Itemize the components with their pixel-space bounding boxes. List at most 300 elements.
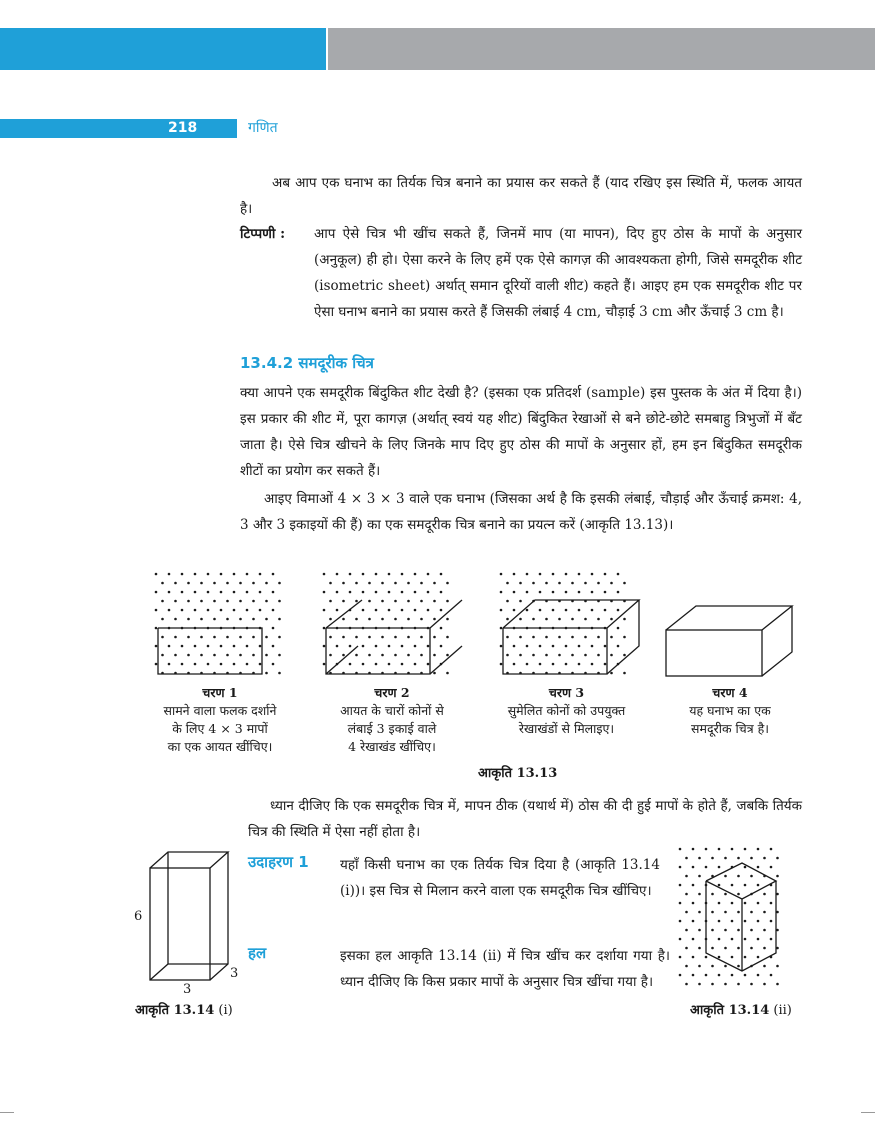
grid-dot: [168, 591, 171, 594]
grid-dot: [388, 645, 391, 648]
grid-dot: [174, 582, 177, 585]
grid-dot: [155, 609, 158, 612]
step-3-top-face: [503, 600, 639, 628]
grid-dot: [265, 636, 268, 639]
grid-dot: [565, 609, 568, 612]
caption-bold: आकृति 13.14: [135, 1003, 215, 1018]
grid-dot: [578, 663, 581, 666]
grid-dot: [698, 983, 701, 986]
grid-dot: [323, 627, 326, 630]
grid-dot: [414, 645, 417, 648]
grid-dot: [711, 983, 714, 986]
grid-dot: [239, 600, 242, 603]
grid-dot: [349, 645, 352, 648]
grid-dot: [604, 609, 607, 612]
grid-dot: [220, 645, 223, 648]
grid-dot: [731, 902, 734, 905]
grid-dot: [750, 947, 753, 950]
grid-dot: [610, 618, 613, 621]
grid-dot: [200, 636, 203, 639]
grid-dot: [329, 582, 332, 585]
grid-dot: [375, 573, 378, 576]
grid-dot: [737, 857, 740, 860]
grid-dot: [584, 582, 587, 585]
grid-dot: [679, 920, 682, 923]
caption-bold: आकृति 13.14: [690, 1003, 770, 1018]
grid-dot: [539, 609, 542, 612]
grid-dot: [362, 609, 365, 612]
grid-dot: [532, 618, 535, 621]
grid-dot: [174, 654, 177, 657]
grid-dot: [433, 618, 436, 621]
grid-dot: [679, 866, 682, 869]
grid-dot: [362, 591, 365, 594]
grid-dot: [252, 582, 255, 585]
grid-dot: [692, 902, 695, 905]
grid-dot: [362, 663, 365, 666]
grid-dot: [597, 618, 600, 621]
grid-dot: [679, 956, 682, 959]
grid-dot: [698, 911, 701, 914]
grid-dot: [698, 893, 701, 896]
grid-dot: [744, 974, 747, 977]
grid-dot: [420, 654, 423, 657]
grid-dot: [368, 636, 371, 639]
grid-dot: [407, 636, 410, 639]
grid-dot: [213, 600, 216, 603]
grid-dot: [692, 938, 695, 941]
grid-dot: [161, 600, 164, 603]
grid-dot: [407, 618, 410, 621]
grid-dot: [685, 965, 688, 968]
grid-dot: [539, 663, 542, 666]
step-1-title: चरण 1: [202, 685, 238, 700]
grid-dot: [427, 609, 430, 612]
grid-dot: [239, 582, 242, 585]
grid-dot: [737, 875, 740, 878]
grid-dot: [181, 663, 184, 666]
grid-dot: [604, 591, 607, 594]
grid-dot: [401, 663, 404, 666]
grid-dot: [705, 866, 708, 869]
step-2-figure: [318, 570, 466, 680]
grid-dot: [446, 636, 449, 639]
grid-dot: [433, 654, 436, 657]
grid-dot: [763, 857, 766, 860]
grid-dot: [200, 654, 203, 657]
grid-dot: [698, 965, 701, 968]
grid-dot: [532, 582, 535, 585]
step-1-figure: [150, 570, 290, 680]
grid-dot: [388, 663, 391, 666]
grid-dot: [506, 636, 509, 639]
grid-dot: [213, 654, 216, 657]
grid-dot: [187, 582, 190, 585]
grid-dot: [737, 965, 740, 968]
grid-dot: [757, 956, 760, 959]
grid-dot: [265, 582, 268, 585]
grid-dot: [181, 591, 184, 594]
grid-dot: [578, 645, 581, 648]
grid-dot: [500, 609, 503, 612]
grid-dot: [731, 974, 734, 977]
grid-dot: [623, 672, 626, 675]
grid-dot: [259, 609, 262, 612]
grid-dot: [272, 663, 275, 666]
grid-dot: [168, 573, 171, 576]
step-4-line: यह घनाभ का एक: [689, 703, 771, 718]
caption-rest: (ii): [769, 1003, 792, 1018]
grid-dot: [446, 672, 449, 675]
step-1-line: के लिए 4 × 3 मापों: [172, 721, 268, 736]
grid-dot: [757, 902, 760, 905]
grid-dot: [685, 947, 688, 950]
step-2-caption: [312, 684, 472, 756]
grid-dot: [368, 654, 371, 657]
grid-dot: [329, 618, 332, 621]
grid-dot: [446, 618, 449, 621]
grid-dot: [506, 582, 509, 585]
grid-dot: [763, 947, 766, 950]
grid-dot: [355, 582, 358, 585]
grid-dot: [187, 636, 190, 639]
grid-dot: [617, 591, 620, 594]
grid-dot: [552, 663, 555, 666]
grid-dot: [744, 956, 747, 959]
intro-paragraph: अब आप एक घनाभ का तिर्यक चित्र बनाने का प्रयास कर सकते हैं (याद रखिए इस स्थिति में, फलक आयत है।: [240, 175, 802, 217]
grid-dot: [737, 911, 740, 914]
grid-dot: [744, 866, 747, 869]
step-2-segment: [326, 600, 362, 628]
grid-dot: [565, 573, 568, 576]
grid-dot: [513, 573, 516, 576]
grid-dot: [259, 645, 262, 648]
grid-dot: [246, 573, 249, 576]
note-text: आप ऐसे चित्र भी खींच सकते हैं, जिनमें माप (या मापन), दिए हुए ठोस के मापों के अनुसार (अनुकूल) ही हो। ऐसा करने के लिए हमें एक ऐसे कागज़ की आवश्यकता होगी, जिसे समदूरीक शीट (isometric sheet) अर्थात् समान दूरियों वाली शीट) कहते हैं। आइए हम एक समदूरीक शीट पर ऐसा घनाभ बनाने का प्रयास करते हैं जिसकी लंबाई 4 cm, चौड़ाई 3 cm और ऊँचाई 3 cm है।: [314, 226, 802, 320]
grid-dot: [744, 938, 747, 941]
grid-dot: [394, 600, 397, 603]
grid-dot: [519, 618, 522, 621]
grid-dot: [571, 654, 574, 657]
grid-dot: [161, 636, 164, 639]
grid-dot: [744, 848, 747, 851]
grid-dot: [401, 573, 404, 576]
observe-paragraph: ध्यान दीजिए कि एक समदूरीक चित्र में, मापन ठीक (यथार्थ में) ठोस की दी हुई मापों के होते हैं, जबकि तिर्यक चित्र की स्थिति में ऐसा नहीं होता है।: [248, 798, 802, 840]
right-edges: [210, 852, 228, 980]
grid-dot: [519, 582, 522, 585]
grid-dot: [513, 663, 516, 666]
grid-dot: [679, 884, 682, 887]
grid-dot: [545, 582, 548, 585]
note-label: टिप्पणी :: [240, 226, 286, 242]
grid-dot: [155, 627, 158, 630]
grid-dot: [617, 609, 620, 612]
dimension-3-bottom: 3: [183, 982, 192, 997]
grid-dot: [526, 663, 529, 666]
grid-dot: [770, 920, 773, 923]
grid-dot: [420, 636, 423, 639]
grid-dot: [272, 627, 275, 630]
step-4-line: समदूरीक चित्र है।: [691, 721, 769, 736]
grid-dot: [698, 947, 701, 950]
dimension-6: 6: [134, 909, 143, 924]
grid-dot: [427, 573, 430, 576]
grid-dot: [692, 848, 695, 851]
step-2-line: 4 रेखाखंड खींचिए।: [348, 739, 436, 754]
grid-dot: [711, 857, 714, 860]
grid-dot: [226, 636, 229, 639]
grid-dot: [226, 654, 229, 657]
grid-dot: [718, 956, 721, 959]
grid-dot: [375, 645, 378, 648]
grid-dot: [610, 672, 613, 675]
grid-dot: [329, 600, 332, 603]
grid-dot: [597, 582, 600, 585]
grid-dot: [506, 600, 509, 603]
grid-dot: [539, 591, 542, 594]
grid-dot: [545, 618, 548, 621]
grid-dot: [623, 654, 626, 657]
grid-dot: [597, 654, 600, 657]
grid-dot: [718, 884, 721, 887]
grid-dot: [744, 920, 747, 923]
grid-dot: [207, 573, 210, 576]
grid-dot: [565, 645, 568, 648]
grid-dot: [349, 573, 352, 576]
caption-rest: (i): [214, 1003, 233, 1018]
grid-dot: [226, 600, 229, 603]
grid-dot: [718, 848, 721, 851]
grid-dot: [744, 902, 747, 905]
grid-dot: [323, 609, 326, 612]
grid-dot: [381, 600, 384, 603]
grid-dot: [375, 609, 378, 612]
grid-dot: [685, 911, 688, 914]
grid-dot: [246, 591, 249, 594]
grid-dot: [155, 573, 158, 576]
grid-dot: [685, 893, 688, 896]
grid-dot: [731, 938, 734, 941]
grid-dot: [506, 618, 509, 621]
grid-dot: [757, 974, 760, 977]
grid-dot: [685, 875, 688, 878]
grid-dot: [414, 663, 417, 666]
grid-dot: [558, 636, 561, 639]
grid-dot: [200, 600, 203, 603]
grid-dot: [500, 627, 503, 630]
grid-dot: [388, 591, 391, 594]
grid-dot: [584, 654, 587, 657]
step-4-title: चरण 4: [712, 685, 748, 700]
grid-dot: [591, 663, 594, 666]
grid-dot: [220, 591, 223, 594]
grid-dot: [155, 645, 158, 648]
grid-dot: [272, 645, 275, 648]
step-2-line: आयत के चारों कोनों से: [340, 703, 444, 718]
solution-text: इसका हल आकृति 13.14 (ii) में चित्र खींच कर दर्शाया गया है। ध्यान दीजिए कि किस प्रकार मापों के अनुसार चित्र खींचा गया है।: [340, 948, 670, 990]
figure-13-13-caption: आकृति 13.13: [478, 766, 558, 781]
grid-dot: [757, 866, 760, 869]
grid-dot: [349, 591, 352, 594]
example-label: उदाहरण 1: [248, 853, 309, 871]
grid-dot: [750, 929, 753, 932]
grid-dot: [604, 645, 607, 648]
grid-dot: [584, 618, 587, 621]
grid-dot: [750, 875, 753, 878]
grid-dot: [368, 600, 371, 603]
grid-dot: [763, 965, 766, 968]
grid-dot: [213, 618, 216, 621]
grid-dot: [401, 645, 404, 648]
grid-dot: [433, 636, 436, 639]
grid-dot: [718, 902, 721, 905]
step-2-segment: [326, 646, 358, 674]
grid-dot: [194, 645, 197, 648]
grid-dot: [724, 929, 727, 932]
grid-dot: [552, 573, 555, 576]
grid-dot: [174, 600, 177, 603]
grid-dot: [763, 929, 766, 932]
grid-dot: [420, 600, 423, 603]
grid-dot: [323, 645, 326, 648]
grid-dot: [711, 929, 714, 932]
grid-dot: [368, 618, 371, 621]
step-3-figure: [495, 570, 643, 680]
hidden-edges: [168, 852, 228, 964]
grid-dot: [414, 591, 417, 594]
grid-dot: [323, 573, 326, 576]
grid-dot: [368, 582, 371, 585]
header-band-gray: [328, 28, 875, 70]
grid-dot: [194, 663, 197, 666]
grid-dot: [617, 645, 620, 648]
step-2-line: लंबाई 3 इकाई वाले: [347, 721, 437, 736]
grid-dot: [446, 582, 449, 585]
grid-dot: [724, 911, 727, 914]
grid-dot: [526, 591, 529, 594]
grid-dot: [513, 591, 516, 594]
grid-dot: [161, 582, 164, 585]
grid-dot: [401, 591, 404, 594]
grid-dot: [433, 600, 436, 603]
grid-dot: [679, 974, 682, 977]
grid-dot: [679, 938, 682, 941]
grid-dot: [420, 582, 423, 585]
grid-dot: [770, 902, 773, 905]
figure-13-14-i: [140, 848, 240, 988]
solution-label: हल: [248, 944, 267, 962]
step-3-line: रेखाखंडों से मिलाइए।: [518, 721, 615, 736]
grid-dot: [565, 663, 568, 666]
grid-dot: [342, 582, 345, 585]
grid-dot: [174, 618, 177, 621]
grid-dot: [336, 591, 339, 594]
grid-dot: [718, 938, 721, 941]
subject-title: गणित: [248, 120, 278, 136]
grid-dot: [168, 663, 171, 666]
grid-dot: [770, 866, 773, 869]
grid-dot: [692, 866, 695, 869]
step-3-line: सुमेलित कोनों को उपयुक्त: [507, 703, 626, 718]
grid-dot: [187, 618, 190, 621]
grid-dot: [226, 582, 229, 585]
figure-13-14-ii-caption: [690, 1000, 792, 1018]
grid-dot: [724, 857, 727, 860]
step-1-line: का एक आयत खींचिए।: [167, 739, 273, 754]
grid-dot: [181, 645, 184, 648]
grid-dot: [259, 591, 262, 594]
grid-dot: [207, 645, 210, 648]
grid-dot: [394, 636, 397, 639]
step-1-line: सामने वाला फलक दर्शाने: [163, 703, 277, 718]
grid-dot: [532, 654, 535, 657]
grid-dot: [500, 645, 503, 648]
grid-dot: [757, 884, 760, 887]
grid-dot: [685, 929, 688, 932]
step-4-front-face: [666, 630, 762, 676]
grid-dot: [252, 654, 255, 657]
section-paragraph-2: आइए विमाओं 4 × 3 × 3 वाले एक घनाभ (जिसका अर्थ है कि इसकी लंबाई, चौड़ाई और ऊँचाई क्रमश: 4, 3 और 3 इकाइयों की हैं) का एक समदूरीक चित्र बनाने का प्रयत्न करें (आकृति 13.13)।: [240, 491, 802, 533]
grid-dot: [336, 609, 339, 612]
grid-dot: [200, 618, 203, 621]
grid-dot: [591, 645, 594, 648]
grid-dot: [446, 600, 449, 603]
grid-dot: [427, 591, 430, 594]
grid-dot: [578, 573, 581, 576]
grid-dot: [220, 663, 223, 666]
step-2-segment: [430, 646, 462, 674]
grid-dot: [776, 857, 779, 860]
step-1-caption: [140, 684, 300, 756]
grid-dot: [440, 627, 443, 630]
grid-dot: [604, 663, 607, 666]
grid-dot: [355, 636, 358, 639]
grid-dot: [440, 573, 443, 576]
grid-dot: [407, 600, 410, 603]
grid-dot: [731, 848, 734, 851]
grid-dot: [278, 600, 281, 603]
grid-dot: [558, 582, 561, 585]
grid-dot: [597, 636, 600, 639]
grid-dot: [539, 573, 542, 576]
grid-dot: [731, 884, 734, 887]
grid-dot: [737, 983, 740, 986]
grid-dot: [329, 636, 332, 639]
grid-dot: [519, 600, 522, 603]
grid-dot: [168, 609, 171, 612]
grid-dot: [233, 645, 236, 648]
grid-dot: [698, 929, 701, 932]
grid-dot: [375, 663, 378, 666]
grid-dot: [724, 893, 727, 896]
grid-dot: [207, 609, 210, 612]
grid-dot: [233, 573, 236, 576]
grid-dot: [278, 636, 281, 639]
grid-dot: [617, 627, 620, 630]
crop-mark: [861, 1112, 875, 1113]
grid-dot: [731, 920, 734, 923]
grid-dot: [705, 848, 708, 851]
grid-dot: [770, 938, 773, 941]
grid-dot: [711, 911, 714, 914]
grid-dot: [407, 654, 410, 657]
grid-dot: [342, 600, 345, 603]
grid-dot: [591, 573, 594, 576]
grid-dot: [685, 857, 688, 860]
grid-dot: [174, 636, 177, 639]
grid-dot: [362, 573, 365, 576]
section-paragraph-1: क्या आपने एक समदूरीक बिंदुकित शीट देखी है? (इसका एक प्रतिदर्श (sample) इस पुस्तक के अंत में दिया है।) इस प्रकार की शीट में, पूरा कागज़ (अर्थात् स्वयं यह शीट) बिंदुकित रेखाओं से बने छोटे-छोटे समबाहु त्रिभुजों में बँट जाता है। ऐसे चित्र खीचने के लिए जिनके माप दिए हुए ठोस की मापों के अनुसार हों, हम इन बिंदुकित समदूरीक शीटों का प्रयोग कर सकते हैं।: [240, 385, 802, 479]
